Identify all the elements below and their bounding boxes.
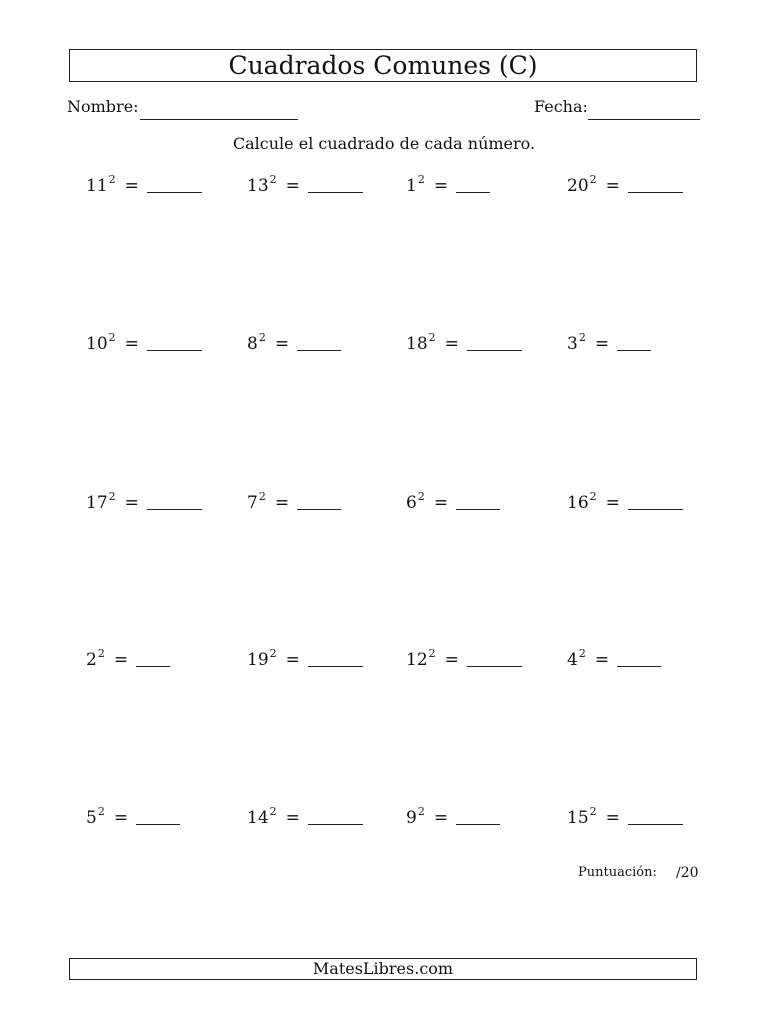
problem-item	[247, 173, 363, 199]
answer-blank[interactable]	[456, 509, 500, 510]
problem-base: 12	[406, 650, 428, 670]
answer-blank[interactable]	[467, 666, 522, 667]
footer-site: MatesLibres.com	[69, 958, 697, 980]
problem-base: 9	[406, 808, 417, 828]
answer-blank[interactable]	[136, 824, 180, 825]
problem-exponent: 2	[269, 647, 277, 660]
problem-item	[86, 647, 170, 673]
problem-item	[86, 331, 202, 357]
problem-item	[406, 331, 522, 357]
equals-sign: =	[124, 334, 139, 354]
problem-base: 18	[406, 334, 428, 354]
problem-exponent: 2	[589, 805, 597, 818]
equals-sign: =	[285, 176, 300, 196]
problem-base: 20	[567, 176, 589, 196]
problem-item	[86, 173, 202, 199]
problem-item	[247, 647, 363, 673]
problem-base: 16	[567, 493, 589, 513]
problem-base: 8	[247, 334, 258, 354]
problem-exponent: 2	[589, 173, 597, 186]
answer-blank[interactable]	[628, 824, 683, 825]
answer-blank[interactable]	[147, 509, 202, 510]
equals-sign: =	[605, 176, 620, 196]
problem-exponent: 2	[269, 173, 277, 186]
problem-base: 19	[247, 650, 269, 670]
problem-exponent: 2	[578, 647, 586, 660]
problem-exponent: 2	[108, 331, 116, 344]
answer-blank[interactable]	[617, 350, 651, 351]
equals-sign: =	[605, 493, 620, 513]
equals-sign: =	[444, 334, 459, 354]
problem-base: 13	[247, 176, 269, 196]
equals-sign: =	[285, 808, 300, 828]
problem-base: 1	[406, 176, 417, 196]
answer-blank[interactable]	[617, 666, 661, 667]
problem-base: 3	[567, 334, 578, 354]
problem-base: 15	[567, 808, 589, 828]
problem-exponent: 2	[417, 490, 425, 503]
problem-item	[567, 331, 651, 357]
answer-blank[interactable]	[308, 666, 363, 667]
problem-exponent: 2	[428, 331, 436, 344]
problem-item	[406, 805, 500, 831]
problem-item	[406, 647, 522, 673]
problem-exponent: 2	[108, 173, 116, 186]
problem-item	[247, 490, 341, 516]
problem-base: 5	[86, 808, 97, 828]
score-label: Puntuación:	[578, 865, 657, 880]
answer-blank[interactable]	[297, 350, 341, 351]
problem-exponent: 2	[97, 647, 105, 660]
answer-blank[interactable]	[147, 192, 202, 193]
problem-exponent: 2	[417, 173, 425, 186]
problem-base: 11	[86, 176, 108, 196]
problem-item	[406, 173, 490, 199]
equals-sign: =	[433, 493, 449, 513]
equals-sign: =	[594, 650, 610, 670]
problem-base: 10	[86, 334, 108, 354]
problem-base: 17	[86, 493, 108, 513]
equals-sign: =	[274, 493, 290, 513]
equals-sign: =	[124, 176, 139, 196]
problem-exponent: 2	[97, 805, 105, 818]
equals-sign: =	[113, 808, 129, 828]
equals-sign: =	[274, 334, 290, 354]
problem-exponent: 2	[428, 647, 436, 660]
score-total: /20	[676, 865, 699, 881]
answer-blank[interactable]	[136, 666, 170, 667]
equals-sign: =	[444, 650, 459, 670]
problem-base: 14	[247, 808, 269, 828]
problem-base: 6	[406, 493, 417, 513]
problem-item	[86, 805, 180, 831]
problem-item	[247, 805, 363, 831]
problem-item	[247, 331, 341, 357]
problem-item	[567, 805, 683, 831]
answer-blank[interactable]	[308, 824, 363, 825]
problem-exponent: 2	[108, 490, 116, 503]
equals-sign: =	[605, 808, 620, 828]
answer-blank[interactable]	[628, 192, 683, 193]
problem-item	[86, 490, 202, 516]
problem-item	[406, 490, 500, 516]
name-label: Nombre:	[67, 97, 139, 116]
worksheet-title: Cuadrados Comunes (C)	[69, 49, 697, 82]
equals-sign: =	[594, 334, 610, 354]
problem-item	[567, 490, 683, 516]
equals-sign: =	[433, 176, 449, 196]
problem-base: 7	[247, 493, 258, 513]
problem-exponent: 2	[417, 805, 425, 818]
answer-blank[interactable]	[456, 824, 500, 825]
equals-sign: =	[124, 493, 139, 513]
answer-blank[interactable]	[628, 509, 683, 510]
answer-blank[interactable]	[467, 350, 522, 351]
answer-blank[interactable]	[308, 192, 363, 193]
date-field[interactable]	[588, 119, 700, 120]
equals-sign: =	[433, 808, 449, 828]
problem-exponent: 2	[589, 490, 597, 503]
answer-blank[interactable]	[456, 192, 490, 193]
instructions: Calcule el cuadrado de cada número.	[232, 134, 536, 153]
equals-sign: =	[113, 650, 129, 670]
problem-exponent: 2	[578, 331, 586, 344]
problem-exponent: 2	[269, 805, 277, 818]
problem-item	[567, 173, 683, 199]
date-label: Fecha:	[534, 97, 588, 116]
problem-exponent: 2	[258, 490, 266, 503]
answer-blank[interactable]	[297, 509, 341, 510]
answer-blank[interactable]	[147, 350, 202, 351]
problem-exponent: 2	[258, 331, 266, 344]
problem-item	[567, 647, 661, 673]
equals-sign: =	[285, 650, 300, 670]
problem-base: 2	[86, 650, 97, 670]
problem-base: 4	[567, 650, 578, 670]
name-field[interactable]	[140, 119, 298, 120]
